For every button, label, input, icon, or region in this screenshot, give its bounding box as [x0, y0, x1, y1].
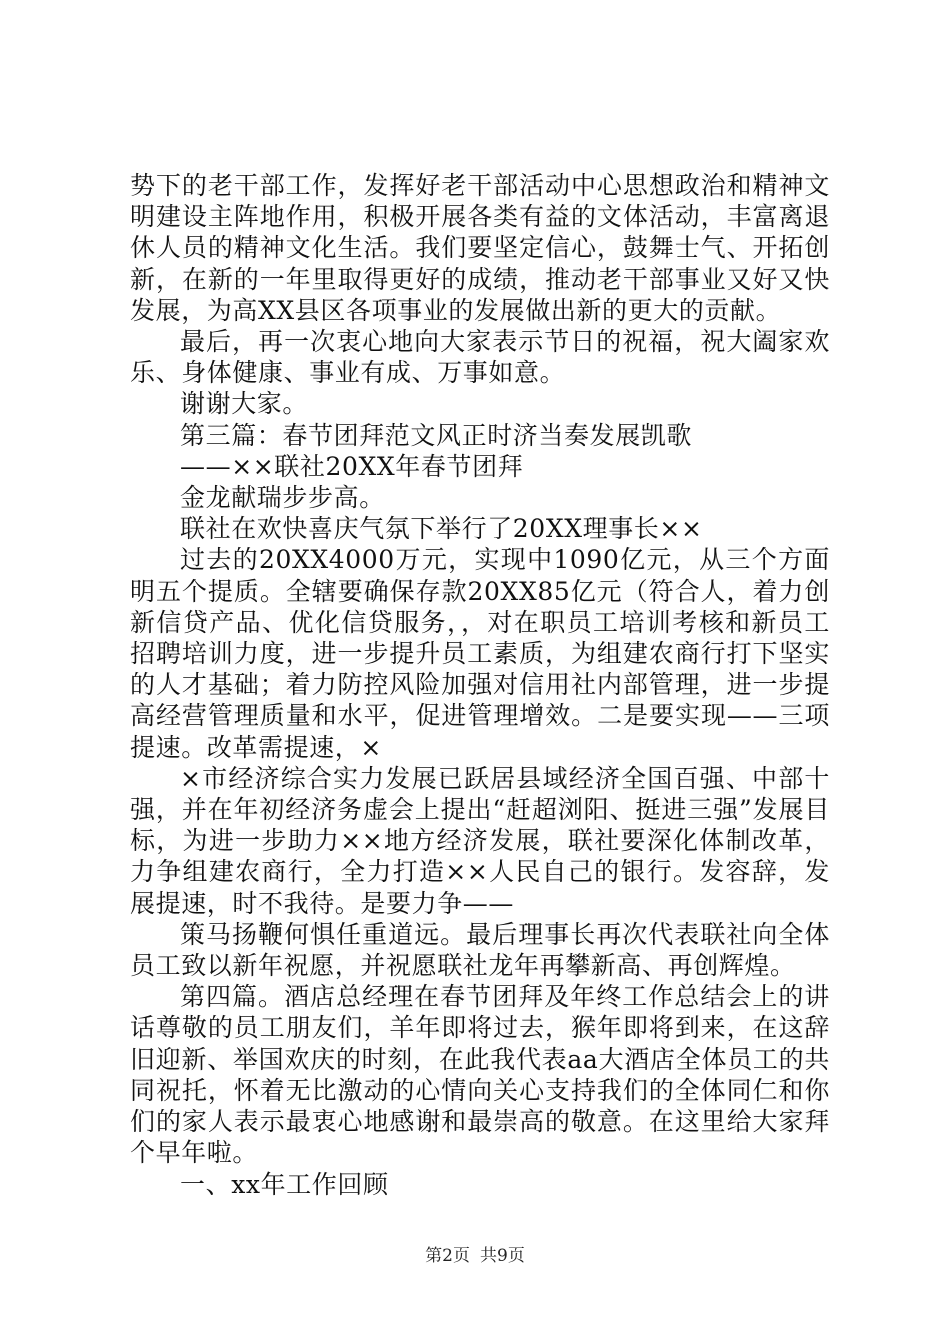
page-number-total: 共9页	[480, 1246, 525, 1266]
paragraph-4: 第三篇：春节团拜范文风正时济当奏发展凯歌	[180, 420, 693, 450]
paragraph-2: 最后，再一次衷心地向大家表示节日的祝福，祝大阖家欢乐、身体健康、事业有成、万事如意。	[130, 327, 830, 388]
page-footer	[0, 1245, 950, 1267]
paragraph-9: ×市经济综合实力发展已跃居县域经济全国百强、中部十强，并在年初经济务虚会上提出“赶超浏阳、挺进三强”发展目标，为进一步助力××地方经济发展，联社要深化体制改革，力争组建农商行，全力打造××人民自己的银行。发容辞，发展提速，时不我待。是要力争——	[130, 763, 830, 918]
paragraph-11: 第四篇。酒店总经理在春节团拜及年终工作总结会上的讲话尊敬的员工朋友们，羊年即将过去，猴年即将到来，在这辞旧迎新、举国欢庆的时刻，在此我代表aa大酒店全体员工的共同祝托，怀着无比激动的心情向关心支持我们的全体同仁和你们的家人表示最衷心地感谢和最崇高的敬意。在这里给大家拜个早年啦。	[130, 982, 830, 1168]
paragraph-7: 联社在欢快喜庆气氛下举行了20XX理事长××	[180, 514, 703, 544]
paragraph-10: 策马扬鞭何惧任重道远。最后理事长再次代表联社向全体员工致以新年祝愿，并祝愿联社龙年再攀新高、再创辉煌。	[130, 919, 830, 981]
paragraph-8: 过去的20XX4000万元，实现中1090亿元，从三个方面明五个提质。全辖要确保存款20XX85亿元（符合人，着力创新信贷产品、优化信贷服务，，对在职员工培训考核和新员工招聘培训力度，进一步提升员工素质，为组建农商行打下坚实的人才基础；着力防控风险加强对信用社内部管理，进一步提高经营管理质量和水平，促进管理增效。二是要实现——三项提速。改革需提速，×	[130, 545, 830, 762]
page-number-current: 第2页	[425, 1246, 470, 1266]
paragraph-1: 势下的老干部工作，发挥好老干部活动中心思想政治和精神文明建设主阵地作用，积极开展各类有益的文体活动，丰富离退休人员的精神文化生活。我们要坚定信心，鼓舞士气、开拓创新，在新的一年里取得更好的成绩，推动老干部事业又好又快发展，为高XX县区各项事业的发展做出新的更大的贡献。	[130, 171, 830, 325]
paragraph-5: ——××联社20XX年春节团拜	[180, 451, 524, 481]
paragraph-12: 一、xx年工作回顾	[180, 1169, 389, 1199]
document-body	[130, 170, 830, 1200]
paragraph-3: 谢谢大家。	[180, 389, 309, 419]
paragraph-6: 金龙献瑞步步高。	[180, 483, 385, 513]
